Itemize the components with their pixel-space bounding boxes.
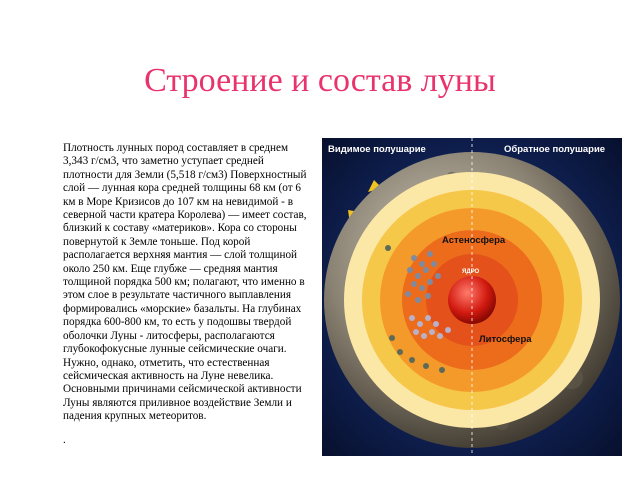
trailing-dot: . bbox=[63, 434, 66, 446]
label-asthenosphere: Астеносфера bbox=[442, 235, 506, 246]
label-visible-hemisphere: Видимое полушарие bbox=[328, 144, 426, 155]
body-paragraph: Плотность лунных пород составляет в среднем 3,343 г/см3, что заметно уступает средней плотности для Земли (5,518 г/см3) Поверхностный слой — лунная кора средней толщины 68 км (от 6 км в Море Кризисов до 107 км на невидимой - в северной части кратера Королева) — имеет состав, близкий к составу «материков». Кора со стороны повернутой к Земле тоньше. Под корой располагается верхняя мантия — слой толщиной около 250 км. Еще глубже — средняя мантия толщиной порядка 500 км; полагают, что именно в этом слое в результате частичного выплавления формировались «морские» базальты. На глубинах порядка 600-800 км, то есть у подошвы твердой оболочки Луны - литосферы, располагаются глубокофокусные лунные сейсмические очаги. Нужно, однако, отметить, что естественная сейсмическая активность на Луне невелика. Основными причинами сейсмической активности Луны являются приливное воздействие Земли и падения крупных метеоритов. bbox=[63, 142, 307, 423]
label-lithosphere: Литосфера bbox=[479, 334, 532, 345]
slide-title: Строение и состав луны bbox=[144, 62, 496, 99]
label-far-hemisphere: Обратное полушарие bbox=[504, 144, 606, 155]
moon-cross-section-image bbox=[322, 138, 622, 456]
label-core: ЯДРО bbox=[462, 269, 480, 275]
moon-structure-figure bbox=[322, 138, 622, 456]
